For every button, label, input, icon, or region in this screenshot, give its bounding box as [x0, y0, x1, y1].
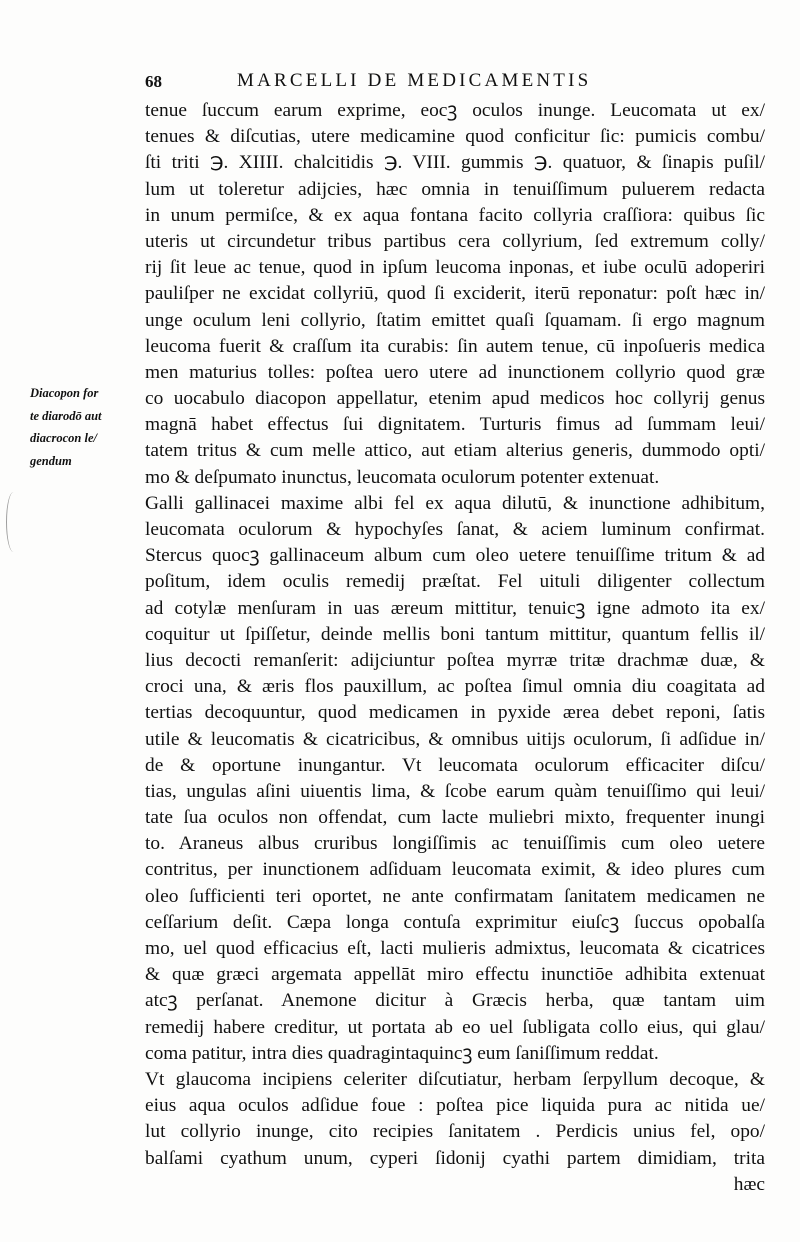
- text-line: tenue ſuccum earum exprime, eocꝫ oculos inunge. Leucomata ut ex/: [145, 100, 765, 121]
- text-line: Galli gallinacei maxime albi fel ex aqua dilutū, & inunctione adhibitum,: [145, 492, 765, 514]
- margin-note-line: diacrocon le/: [30, 431, 98, 445]
- text-line: balſami cyathum unum, cyperi ſidonij cyathi partem dimidiam, trita: [145, 1147, 765, 1169]
- binding-curve-mark: [6, 492, 21, 552]
- text-line: tias, ungulas aſini uiuentis lima, & ſcobe earum quàm tenuiſſimo qui leui/: [145, 780, 765, 802]
- text-line: coma patitur, intra dies quadragintaquincꝫ eum ſaniſſimum reddat.: [145, 1042, 659, 1064]
- text-line: Vt glaucoma incipiens celeriter diſcutiatur, herbam ſerpyllum decoque, &: [145, 1068, 765, 1090]
- text-line: uteris ut circundetur tribus partibus cera collyrium, ſed extremum colly/: [145, 230, 765, 252]
- margin-note-line: Diacopon for: [30, 386, 99, 400]
- margin-note: [30, 382, 148, 472]
- text-line: coquitur ut ſpiſſetur, deinde mellis boni tantum mittitur, quantum fellis il/: [145, 623, 765, 645]
- text-line: & quæ græci argemata appellāt miro effectu inunctiōe adhibita extenuat: [145, 964, 765, 986]
- text-line: tatem tritus & cum melle attico, aut etiam alterius generis, dummodo opti/: [145, 440, 765, 462]
- text-line: ceſſarium deſit. Cæpa longa contuſa exprimitur eiuſcꝫ ſuccus opobalſa: [145, 911, 765, 933]
- text-line: rij ſit leue ac tenue, quod in ipſum leucoma inponas, et iube oculū adoperiri: [145, 257, 765, 279]
- margin-note-line: te diarodō aut: [30, 408, 102, 423]
- text-line: utile & leucomatis & cicatricibus, & omnibus uitijs oculorum, ſi adſidue in/: [145, 728, 765, 750]
- text-line: co uocabulo diacopon appellatur, etenim apud medicos hoc collyrij genus: [145, 388, 765, 410]
- text-line: oleo ſufficienti teri oportet, ne ante confirmatam ſanitatem medicamen ne: [145, 885, 765, 907]
- text-line: lut collyrio inunge, cito recipies ſanitatem . Perdicis unius fel, opo/: [145, 1121, 765, 1143]
- text-line: ſti triti ℈. XIIII. chalcitidis ℈. VIII. gummis ℈. quatuor, & ſinapis puſil/: [145, 152, 765, 174]
- text-line: hæc: [733, 1173, 765, 1195]
- text-line: tertias decoquuntur, quod medicamen in pyxide ærea debet reponi, ſatis: [145, 702, 765, 724]
- text-line: contritus, per inunctionem adſiduam leucomata eximit, & ideo plures cum: [145, 859, 765, 881]
- text-line: mo & deſpumato inunctus, leucomata oculorum potenter extenuat.: [145, 466, 660, 488]
- text-line: lum ut toleretur adijcies, hæc omnia in tenuiſſimum puluerem redacta: [145, 178, 765, 200]
- text-line: mo, uel quod efficacius eſt, lacti mulieris admixtus, leucomata & cicatrices: [145, 938, 765, 959]
- text-line: ad cotylæ menſuram in uas æreum mittitur, tenuicꝫ igne admoto ita ex/: [145, 597, 765, 619]
- text-line: unge oculum leni collyrio, ſtatim emittet quaſi ſquamam. ſi ergo magnum: [145, 309, 765, 331]
- body-text: [145, 98, 765, 1198]
- text-line: leucomata oculorum & hypochyſes ſanat, & aciem luminum confirmat.: [145, 519, 765, 540]
- text-line: magnā habet effectus ſui dignitatem. Turturis fimus ad ſummam leui/: [145, 414, 765, 436]
- page-number: 68: [145, 72, 162, 91]
- text-line: remedij habere creditur, ut portata ab eo uel ſubligata collo eius, qui glau/: [145, 1016, 765, 1038]
- text-line: pauliſper ne excidat collyriū, quod ſi exciderit, iterū reponatur: poſt hæc in/: [145, 283, 765, 305]
- text-line: tenues & diſcutias, utere medicamine quod conficitur ſic: pumicis combu/: [145, 126, 765, 148]
- text-line: in unum permiſce, & ex aqua fontana facito collyria craſſiora: quibus ſic: [145, 204, 765, 226]
- running-head: MARCELLI DE MEDICAMENTIS: [237, 70, 592, 91]
- text-line: croci una, & æris flos pauxillum, ac poſtea ſimul omnia diu coagitata ad: [145, 676, 765, 698]
- text-line: Stercus quocꝫ gallinaceum album cum oleo uetere tenuiſſime tritum & ad: [145, 545, 765, 567]
- text-line: atcꝫ perſanat. Anemone dicitur à Græcis herba, quæ tantam uim: [145, 990, 765, 1012]
- text-line: to. Araneus albus cruribus longiſſimis ac tenuiſſimis cum oleo uetere: [145, 833, 765, 855]
- text-line: eius aqua oculos adſidue foue : poſtea pice liquida pura ac nitida ue/: [145, 1095, 765, 1117]
- text-line: de & oportune inungantur. Vt leucomata oculorum efficaciter diſcu/: [145, 754, 765, 776]
- margin-note-line: gendum: [30, 453, 72, 468]
- text-line: leucoma fuerit & craſſum ita curabis: ſin autem tenue, cū inpoſueris medica: [145, 335, 765, 357]
- page-header: [145, 68, 765, 96]
- text-line: lius decocti remanſerit: adijciuntur poſtea myrræ tritæ drachmæ duæ, &: [145, 649, 765, 671]
- text-line: tate ſua oculos non offendat, cum lacte muliebri mixto, frequenter inungi: [145, 807, 765, 829]
- text-line: men maturius tolles: poſtea uero utere ad inunctionem collyrio quod græ: [145, 361, 765, 383]
- text-line: poſitum, idem oculis remedij præſtat. Fel uituli diligenter collectum: [145, 571, 765, 593]
